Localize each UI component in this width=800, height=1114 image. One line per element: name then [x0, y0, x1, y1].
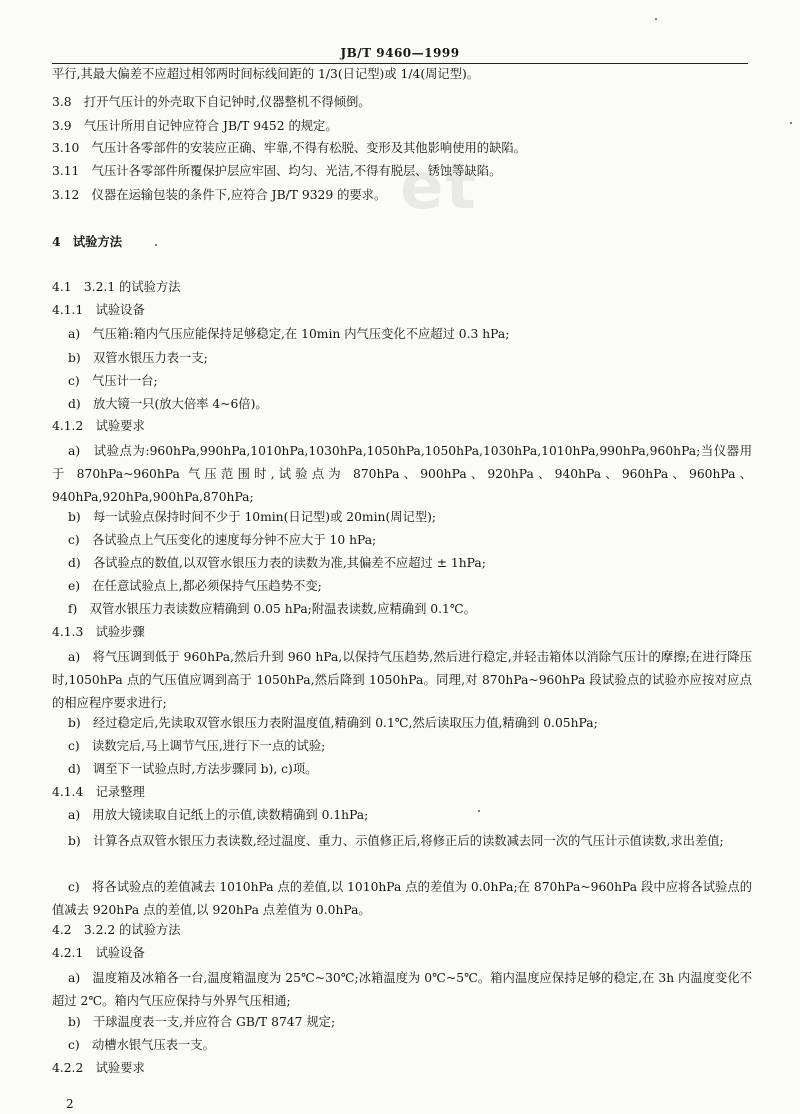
clause-3-12: 3.12 仪器在运输包装的条件下,应符合 JB/T 9329 的要求。	[52, 188, 387, 202]
item-b: b) 双管水银压力表一支;	[68, 351, 208, 365]
item-a: a) 气压箱:箱内气压应能保持足够稳定,在 10min 内气压变化不应超过 0.3 hPa;	[68, 327, 510, 341]
item-c: c) 各试验点上气压变化的速度每分钟不应大于 10 hPa;	[68, 533, 377, 547]
item-b: b) 干球温度表一支,并应符合 GB/T 8747 规定;	[68, 1015, 336, 1029]
item-a-procedure: a) 将气压调到低于 960hPa,然后升到 960 hPa,以保持气压趋势,然后进行稳定,并轻击箱体以消除气压计的摩擦;在进行降压时,1050hPa 点的气压值应调到高于 1050hPa,然后降到 1050hPa。同理,对 870hPa~960hPa 段试验点的试验亦应按对应点的相应程序要求进行;	[52, 650, 752, 710]
scan-speck	[655, 18, 657, 20]
clause-4-1-2: 4.1.2 试验要求	[52, 419, 145, 433]
item-b: b) 每一试验点保持时间不少于 10min(日记型)或 20min(周记型);	[68, 510, 437, 524]
scan-speck	[478, 810, 480, 812]
clause-3-10: 3.10 气压计各零部件的安装应正确、牢靠,不得有松脱、变形及其他影响使用的缺陷。	[52, 141, 526, 155]
scan-speck	[155, 244, 157, 246]
item-d: d) 放大镜一只(放大倍率 4~6倍)。	[68, 397, 268, 411]
clause-4-1-1: 4.1.1 试验设备	[52, 303, 145, 317]
item-d: d) 调至下一试验点时,方法步骤同 b), c)项。	[68, 762, 318, 776]
item-c: c) 读数完后,马上调节气压,进行下一点的试验;	[68, 739, 326, 753]
item-b-calculation: b) 计算各点双管水银压力表读数,经过温度、重力、示值修正后,将修正后的读数减去同一次的气压计示值读数,求出差值;	[68, 834, 724, 848]
clause-3-9: 3.9 气压计所用自记钟应符合 JB/T 9452 的规定。	[52, 119, 338, 133]
clause-4-1: 4.1 3.2.1 的试验方法	[52, 280, 181, 294]
clause-4-1-4: 4.1.4 记录整理	[52, 785, 145, 799]
item-c: c) 动槽水银气压表一支。	[68, 1038, 215, 1052]
item-f: f) 双管水银压力表读数应精确到 0.05 hPa;附温表读数,应精确到 0.1℃。	[68, 602, 476, 616]
clause-4-2-2: 4.2.2 试验要求	[52, 1061, 145, 1075]
item-e: e) 在任意试验点上,都必须保持气压趋势不变;	[68, 579, 322, 593]
clause-4-2: 4.2 3.2.2 的试验方法	[52, 923, 181, 937]
item-b: b) 经过稳定后,先读取双管水银压力表附温度值,精确到 0.1℃,然后读取压力值,精确到 0.05hPa;	[68, 716, 598, 730]
document-header: JB/T 9460—1999	[340, 46, 460, 60]
item-a-test-points: a) 试验点为:960hPa,990hPa,1010hPa,1030hPa,1050hPa,1050hPa,1030hPa,1010hPa,990hPa,960hPa;当仪器用于 870hPa~960hPa 气压范围时,试验点为 870hPa、900hPa、920hPa、940hPa、960hPa、960hPa、940hPa,920hPa,900hPa,870hPa;	[52, 444, 752, 504]
item-a-chambers: a) 温度箱及冰箱各一台,温度箱温度为 25℃~30℃;冰箱温度为 0℃~5℃。箱内温度应保持足够的稳定,在 3h 内温度变化不超过 2℃。箱内气压应保持与外界气压相通;	[52, 971, 752, 1008]
section-4-heading: 4 试验方法	[52, 234, 123, 249]
text-line: 平行,其最大偏差不应超过相邻两时间标线间距的 1/3(日记型)或 1/4(周记型)。	[52, 67, 480, 81]
item-d: d) 各试验点的数值,以双管水银压力表的读数为准,其偏差不应超过 ± 1hPa;	[68, 556, 486, 570]
header-rule	[52, 63, 748, 64]
scan-speck	[790, 122, 792, 124]
watermark: et	[400, 150, 478, 224]
item-c-difference: c) 将各试验点的差值减去 1010hPa 点的差值,以 1010hPa 点的差值为 0.0hPa;在 870hPa~960hPa 段中应将各试验点的值减去 920hPa 点的差值,以 920hPa 点差值为 0.0hPa。	[52, 880, 752, 917]
clause-4-2-1: 4.2.1 试验设备	[52, 946, 145, 960]
item-c: c) 气压计一台;	[68, 374, 158, 388]
clause-3-11: 3.11 气压计各零部件所覆保护层应牢固、均匀、光洁,不得有脱层、锈蚀等缺陷。	[52, 164, 502, 178]
page-number: 2	[66, 1097, 74, 1111]
clause-4-1-3: 4.1.3 试验步骤	[52, 625, 145, 639]
clause-3-8: 3.8 打开气压计的外壳取下自记钟时,仪器整机不得倾倒。	[52, 95, 371, 109]
item-a: a) 用放大镜读取自记纸上的示值,读数精确到 0.1hPa;	[68, 808, 369, 822]
